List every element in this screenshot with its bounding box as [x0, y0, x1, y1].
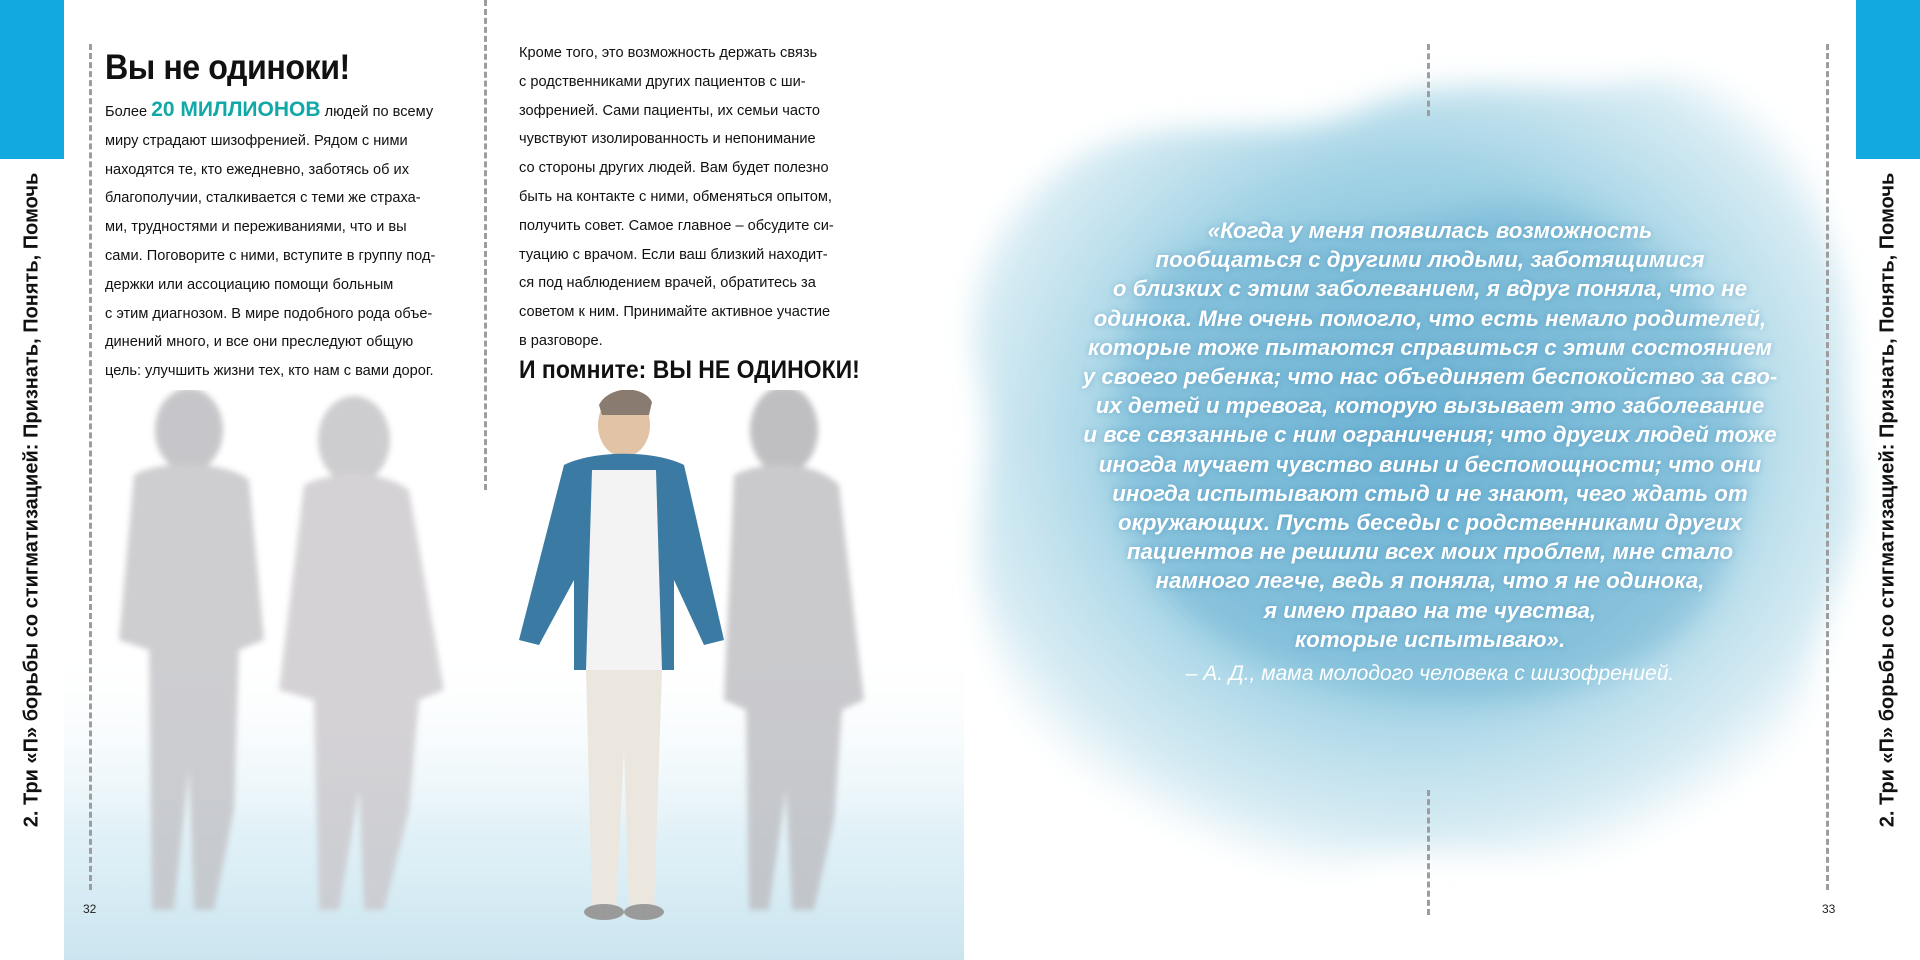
quote-line-7: и все связанные с ним ограничения; что других людей тоже [1083, 422, 1777, 448]
spine-title-right: 2. Три «П» борьбы со стигматизацией: Признать, Понять, Помочь [1876, 172, 1899, 828]
divider-right-margin [1826, 44, 1829, 890]
text-column-1 [105, 96, 475, 386]
divider-left-margin [89, 44, 92, 890]
col1-line-6: держки или ассоциацию помощи больным [105, 276, 394, 293]
text-column-2 [519, 39, 894, 356]
quote-line-3: одинока. Мне очень помогло, что есть немало родителей, [1093, 305, 1767, 331]
col1-line-9: цель: улучшить жизни тех, кто нам с вами дорог. [105, 363, 434, 380]
quote-line-13: я имею право на те чувства, [1263, 597, 1597, 623]
col2-line-7: туацию с врачом. Если ваш близкий находит- [519, 246, 828, 263]
quote-author: – А. Д., мама молодого человека с шизофренией. [1185, 662, 1675, 685]
col1-line-0: людей по всему [320, 104, 434, 120]
col1-line-5: сами. Поговорите с ними, вступите в группу под- [105, 247, 436, 264]
col2-line-4: со стороны других людей. Вам будет полезно [519, 160, 829, 177]
col2-line-2: зофренией. Сами пациенты, их семьи часто [519, 102, 820, 119]
col1-line-4: ми, трудностями и переживаниями, что и вы [105, 219, 407, 236]
divider-right-page-top [1427, 44, 1430, 116]
quote-line-9: иногда испытывают стыд и не знают, чего ждать от [1112, 480, 1748, 506]
col2-line-6: получить совет. Самое главное – обсудите си- [519, 217, 834, 234]
col1-highlight: 20 МИЛЛИОНОВ [151, 98, 321, 121]
col2-line-9: советом к ним. Принимайте активное участие [519, 304, 831, 321]
col2-line-10: в разговоре. [519, 332, 603, 349]
quote-line-8: иногда мучает чувство вины и беспомощности; что они [1098, 451, 1762, 477]
remember-heading: И помните: ВЫ НЕ ОДИНОКИ! [519, 356, 860, 384]
col2-line-1: с родственниками других пациентов с ши- [519, 73, 806, 90]
quote-line-14: которые испытываю». [1294, 626, 1566, 652]
testimonial-quote [1040, 216, 1820, 654]
col2-line-3: чувствуют изолированность и непонимание [519, 131, 816, 148]
quote-line-4: которые тоже пытаются справиться с этим состоянием [1088, 334, 1772, 360]
page-heading: Вы не одиноки! [105, 48, 350, 87]
col1-prefix: Более [105, 104, 152, 120]
quote-line-11: пациентов не решили всех моих проблем, мне стало [1126, 539, 1734, 565]
quote-line-2: о близких с этим заболеванием, я вдруг поняла, что не [1112, 276, 1748, 302]
spine-left [0, 0, 64, 960]
quote-line-5: у своего ребенка; что нас объединяет беспокойство за сво- [1082, 364, 1778, 390]
col1-line-1: миру страдают шизофренией. Рядом с ними [105, 132, 408, 149]
divider-right-page-bottom [1427, 790, 1430, 915]
col1-line-3: благополучии, сталкивается с теми же страха- [105, 190, 421, 207]
col2-line-5: быть на контакте с ними, обменяться опытом, [519, 188, 832, 205]
quote-line-0: «Когда у меня появилась возможность [1207, 218, 1653, 243]
col1-line-8: динений много, и все они преследуют общую [105, 334, 414, 351]
col2-line-0: Кроме того, это возможность держать связь [519, 45, 818, 61]
col1-line-2: находятся те, кто ежедневно, заботясь об их [105, 161, 410, 178]
divider-middle [484, 0, 487, 490]
quote-line-10: окружающих. Пусть беседы с родственниками других [1117, 510, 1743, 536]
page-number-right: 33 [1822, 902, 1836, 916]
quote-line-1: пообщаться с другими людьми, заботящимися [1155, 247, 1705, 273]
quote-line-12: намного легче, ведь я поняла, что я не одинока, [1155, 568, 1705, 594]
illustration-people-holding-hands [64, 390, 964, 960]
page-number-left: 32 [83, 902, 97, 916]
col1-line-7: с этим диагнозом. В мире подобного рода объе- [105, 305, 433, 322]
spine-title-left: 2. Три «П» борьбы со стигматизацией: Признать, Понять, Помочь [20, 172, 43, 828]
quote-line-6: их детей и тревога, которую вызывает это заболевание [1095, 393, 1765, 419]
col2-line-8: ся под наблюдением врачей, обратитесь за [519, 275, 816, 292]
